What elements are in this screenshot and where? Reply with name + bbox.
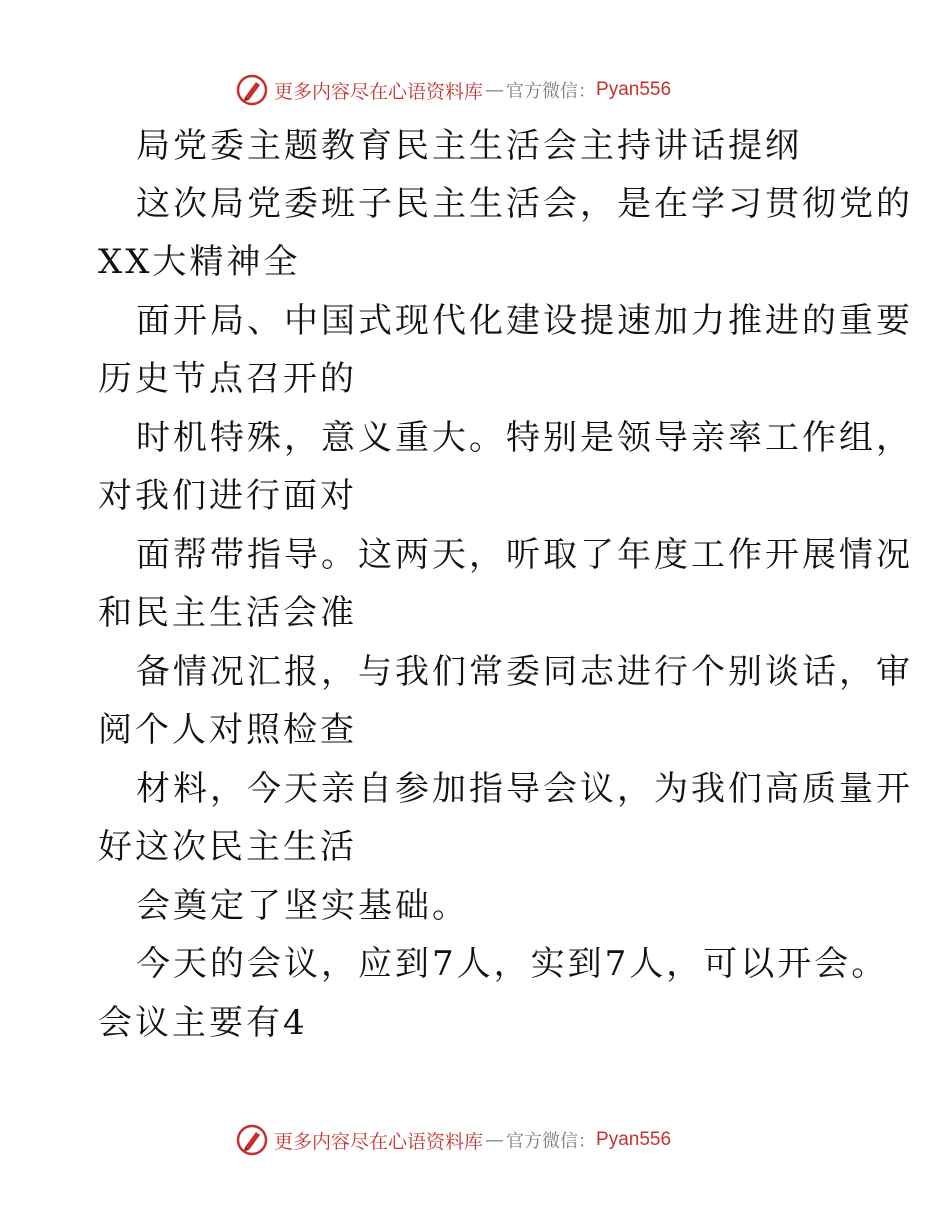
- text-line: 历史节点召开的: [98, 359, 357, 399]
- banner-text: 更多内容尽在心语资料库: [274, 80, 484, 103]
- text-line: 会议主要有4: [98, 1003, 308, 1043]
- header-banner: [236, 72, 716, 108]
- text-line: 备情况汇报，与我们常委同志进行个别谈话，审: [136, 652, 913, 692]
- banner-wechat-id: Pyan556: [596, 1129, 672, 1150]
- text-line: XX大精神全: [98, 242, 301, 282]
- text-line: 时机特殊，意义重大。特别是领导亲率工作组，: [136, 418, 913, 458]
- text-line: 今天的会议，应到7人，实到7人，可以开会。: [136, 944, 889, 984]
- text-line: 这次局党委班子民主生活会，是在学习贯彻党的: [136, 184, 913, 224]
- text-line: 对我们进行面对: [98, 476, 357, 516]
- banner-wechat-label: 官方微信：: [506, 81, 597, 102]
- text-line: 和民主生活会准: [98, 593, 357, 633]
- text-line: 阅个人对照检查: [98, 710, 357, 750]
- document-title: 局党委主题教育民主生活会主持讲话提纲: [136, 126, 802, 166]
- banner-dash: —: [485, 1129, 505, 1151]
- text-line: 会奠定了坚实基础。: [136, 886, 469, 926]
- banner-text: 更多内容尽在心语资料库: [274, 1130, 484, 1153]
- banner-wechat-label: 官方微信：: [506, 1131, 597, 1152]
- pen-logo-icon: [236, 1124, 268, 1156]
- pen-logo-icon: [236, 74, 268, 106]
- banner-wechat-id: Pyan556: [596, 79, 672, 100]
- text-line: 面开局、中国式现代化建设提速加力推进的重要: [136, 301, 913, 341]
- text-line: 材料，今天亲自参加指导会议，为我们高质量开: [136, 769, 913, 809]
- footer-banner: [236, 1122, 716, 1158]
- text-line: 好这次民主生活: [98, 827, 357, 867]
- banner-dash: —: [485, 79, 505, 101]
- text-line: 面帮带指导。这两天，听取了年度工作开展情况: [136, 535, 913, 575]
